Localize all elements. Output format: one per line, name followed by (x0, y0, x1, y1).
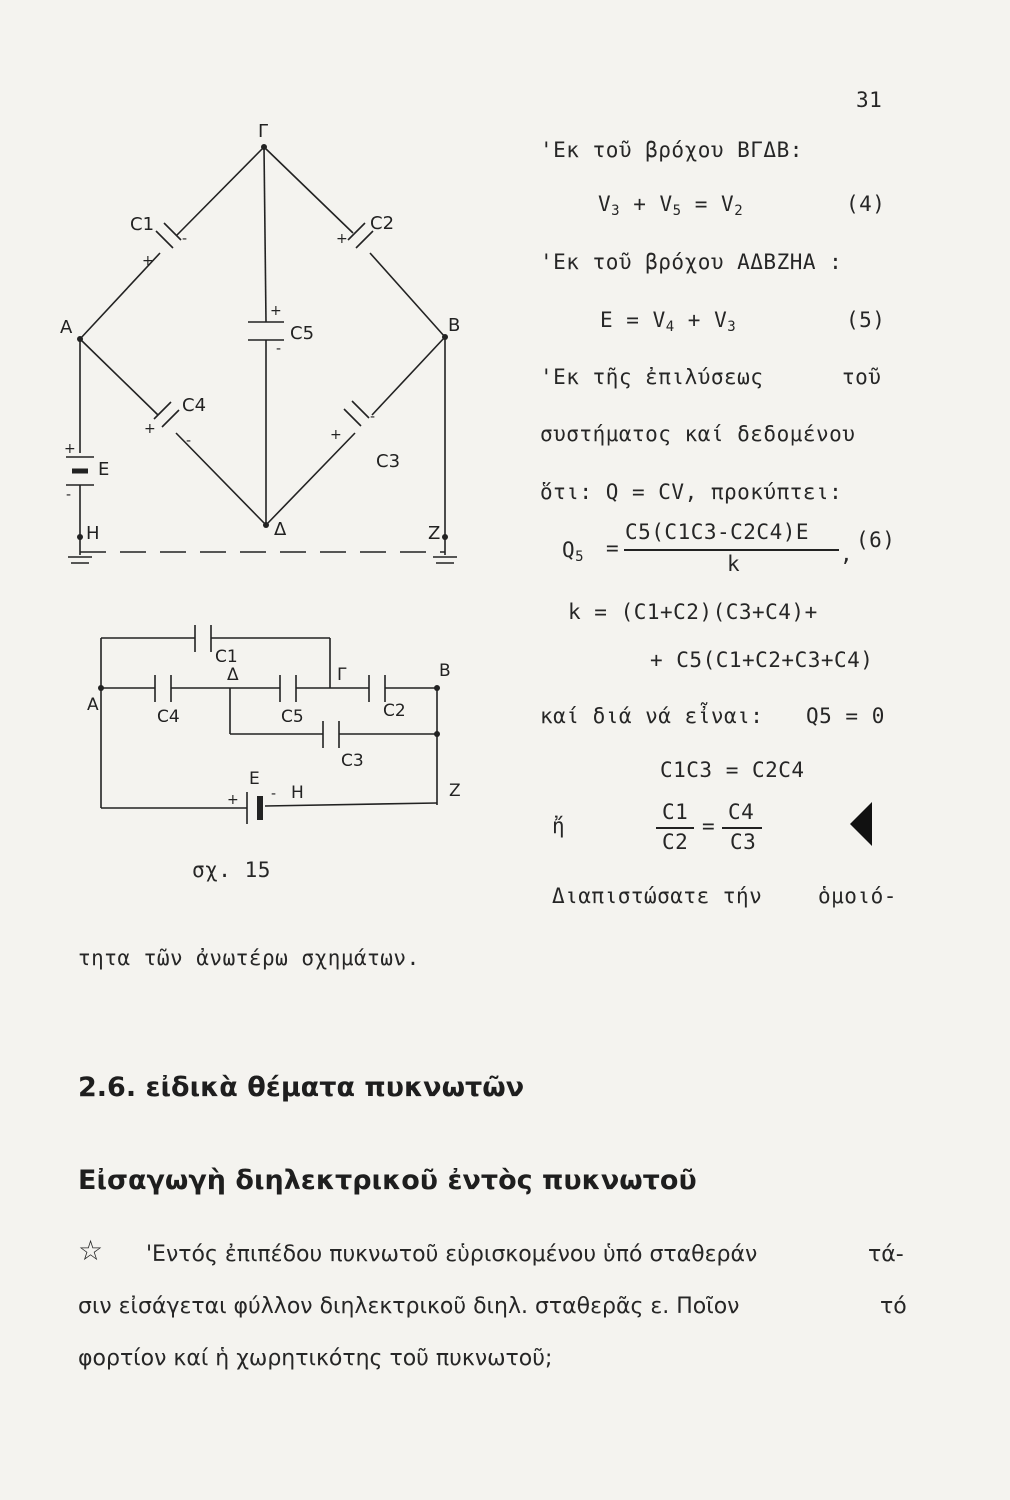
cap-label-c2: C2 (370, 213, 395, 234)
capacitor-c4 (154, 402, 179, 427)
product-equation: C1C3 = C2C4 (660, 758, 805, 782)
polarity-minus-c4: - (186, 433, 192, 449)
eq6-comma: , (840, 542, 854, 566)
conclusion-line1: Διαπιστώσατε τήν (552, 884, 763, 908)
flat-polarity-minus: - (271, 786, 277, 802)
ratio-bar1 (656, 827, 694, 829)
ratio-bar2 (722, 827, 762, 829)
flat-node-gamma: Γ (337, 665, 347, 685)
equation-4: $V_3 + V_5 = V_2$ (598, 192, 744, 219)
or-word: ἤ (552, 814, 566, 838)
flat-label-c5: C5 (281, 707, 304, 727)
ground-symbol-right (433, 557, 457, 563)
flat-label-c4: C4 (157, 707, 180, 727)
star-icon: ☆ (78, 1234, 104, 1267)
capacitor-c3 (344, 401, 369, 426)
page-number: 31 (856, 88, 883, 112)
node-label-h: Η (86, 523, 100, 544)
polarity-plus-c1: + (142, 253, 154, 269)
k-definition-line1: k = (C1+C2)(C3+C4)+ (568, 600, 818, 624)
ratio-equals: = (702, 814, 716, 838)
flat-label-c1: C1 (215, 647, 238, 667)
cap-label-c1: C1 (130, 214, 155, 235)
flat-capacitor-c4 (155, 675, 171, 702)
flat-node-a: A (87, 695, 99, 715)
polarity-plus-c5: + (270, 303, 282, 319)
flat-node-h: H (291, 783, 304, 803)
cap-label-c5: C5 (290, 323, 315, 344)
polarity-minus-c3: - (370, 409, 376, 425)
ratio-num2: C4 (728, 800, 755, 824)
eq6-lhs: $Q_5$ (562, 538, 585, 565)
flat-capacitor-c3 (323, 721, 339, 748)
flat-capacitor-c1 (195, 625, 211, 652)
equation-4-label: (4) (846, 192, 886, 216)
section-heading: 2.6. εἰδικὰ θέματα πυκνωτῶν (78, 1072, 525, 1103)
flat-node-delta: Δ (227, 665, 239, 685)
flat-node-b: B (439, 661, 451, 681)
conclusion-line1-end: ὁμοιό- (818, 884, 897, 908)
node-label-delta: Δ (274, 519, 287, 540)
equation-5-label: (5) (846, 308, 886, 332)
eq6-equals: = (606, 536, 620, 560)
cap-label-c4: C4 (182, 395, 207, 416)
loop2-heading: 'Εκ τοῦ βρόχου ΑΔΒΖΗΑ : (540, 250, 843, 274)
figure-caption: σχ. 15 (192, 858, 271, 882)
pointer-triangle-icon (846, 800, 876, 848)
conclusion-line2: τητα τῶν ἀνωτέρω σχημάτων. (78, 946, 420, 970)
eq6-label: (6) (856, 528, 896, 552)
polarity-plus-battery: + (64, 441, 76, 457)
flat-node-z: Z (449, 781, 461, 801)
problem-line1: 'Εντός ἐπιπέδου πυκνωτοῦ εὑρισκομένου ὑπό σταθεράν (146, 1242, 758, 1267)
loop1-heading: 'Εκ τοῦ βρόχου ΒΓΔΒ: (540, 138, 803, 162)
flat-node-e: E (249, 769, 260, 789)
solution-text-line1: 'Εκ τῆς ἐπιλύσεως (540, 365, 764, 389)
flat-capacitor-c5 (280, 675, 296, 702)
node-label-e: Ε (98, 459, 110, 480)
flat-capacitor-c2 (369, 675, 385, 702)
section-subheading: Εἰσαγωγὴ διηλεκτρικοῦ ἐντὸς πυκνωτοῦ (78, 1165, 697, 1196)
solution-text-line3: ὅτι: Q = CV, προκύπτει: (540, 480, 843, 504)
polarity-minus-battery: - (66, 487, 72, 503)
equation-5: $E = V_4 + V_3$ (600, 308, 737, 335)
polarity-plus-c3: + (330, 427, 342, 443)
capacitor-c1 (156, 223, 181, 248)
eq6-denominator: k (727, 552, 741, 576)
polarity-plus-c2: + (336, 231, 348, 247)
solution-text-line2: συστήματος καί δεδομένου (540, 422, 856, 446)
problem-line3: φορτίον καί ἡ χωρητικότης τοῦ πυκνωτοῦ; (78, 1346, 553, 1371)
condition-equation: Q5 = 0 (806, 704, 885, 728)
problem-line2-end: τό (880, 1294, 907, 1319)
node-label-z: Ζ (428, 523, 441, 544)
bridge-wires (80, 147, 445, 555)
polarity-minus-c5: - (276, 341, 282, 357)
bridge-circuit-diagram (50, 115, 490, 585)
ground-symbol-left (68, 557, 92, 563)
flat-battery-e (247, 792, 260, 824)
node-label-b: Β (448, 315, 461, 336)
battery-e (66, 457, 94, 485)
k-definition-line2: + C5(C1+C2+C3+C4) (650, 648, 874, 672)
capacitor-c5 (248, 322, 284, 340)
eq6-fraction-bar (624, 549, 839, 551)
node-label-gamma: Γ (258, 121, 269, 142)
ratio-den1: C2 (662, 830, 689, 854)
ratio-den2: C3 (730, 830, 757, 854)
node-dots (77, 144, 448, 540)
polarity-minus-c1: - (182, 231, 188, 247)
polarity-plus-c4: + (144, 421, 156, 437)
problem-line1-end: τά- (868, 1242, 904, 1267)
flat-label-c3: C3 (341, 751, 364, 771)
flat-label-c2: C2 (383, 701, 406, 721)
flat-polarity-plus: + (227, 792, 239, 808)
cap-label-c3: C3 (376, 451, 401, 472)
ratio-num1: C1 (662, 800, 689, 824)
node-label-a: Α (60, 317, 73, 338)
flattened-circuit-diagram (85, 620, 475, 840)
flattened-wires (101, 638, 437, 808)
eq6-numerator: C5(C1C3-C2C4)E (625, 520, 810, 544)
solution-text-line1-end: τοῦ (842, 365, 882, 389)
condition-text: καί διά νά εἶναι: (540, 704, 764, 728)
problem-line2: σιν εἰσάγεται φύλλον διηλεκτρικοῦ διηλ. σταθερᾶς ε. Ποῖον (78, 1294, 740, 1319)
